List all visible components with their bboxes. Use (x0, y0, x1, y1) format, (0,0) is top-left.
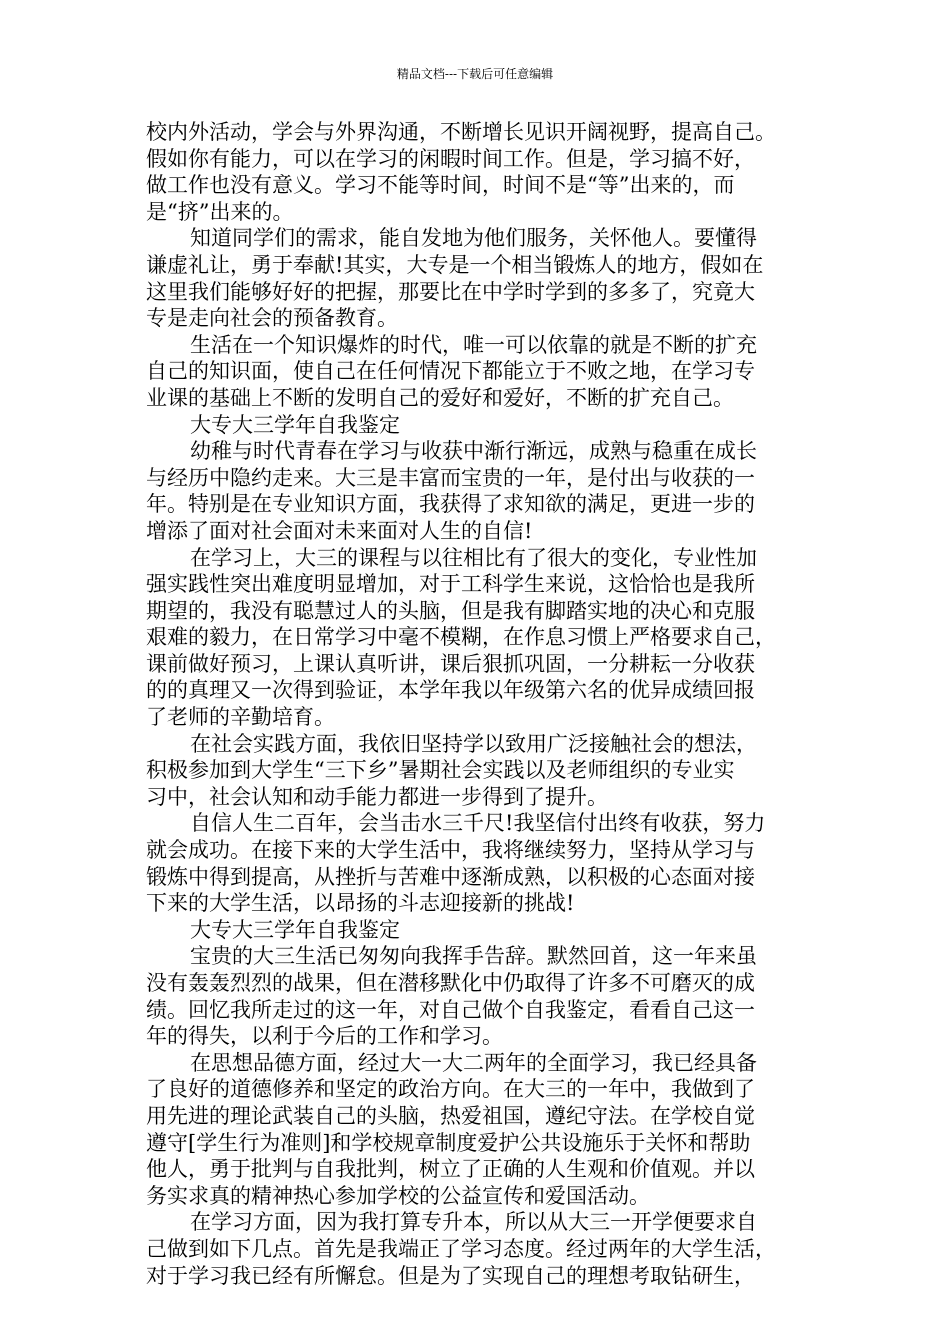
paragraph-start-line: 在学习上，大三的课程与以往相比有了很大的变化，专业性加 (190, 545, 757, 570)
text-line: 积极参加到大学生“三下乡”暑期社会实践以及老师组织的专业实 (146, 758, 735, 783)
section-heading: 大专大三学年自我鉴定 (190, 917, 400, 942)
text-line: 自己的知识面，使自己在任何情况下都能立于不败之地，在学习专 (146, 359, 755, 384)
text-line: 专是走向社会的预备教育。 (146, 306, 398, 331)
text-line: 这里我们能够好好的把握，那要比在中学时学到的多多了，究竟大 (146, 279, 755, 304)
document-body (146, 119, 812, 1289)
text-line: 期望的，我没有聪慧过人的头脑，但是我有脚踏实地的决心和克服 (146, 598, 755, 623)
text-line: 下来的大学生活，以昂扬的斗志迎接新的挑战! (146, 891, 575, 916)
paragraph-start-line: 在思想品德方面，经过大一大二两年的全面学习，我已经具备 (190, 1050, 757, 1075)
text-line: 谦虚礼让，勇于奉献!其实，大专是一个相当锻炼人的地方，假如在 (146, 252, 764, 277)
text-line: 对于学习我已经有所懈怠。但是为了实现自己的理想考取钻研生， (146, 1263, 755, 1288)
text-line: 是“挤”出来的。 (146, 199, 294, 224)
paragraph-start-line: 宝贵的大三生活已匆匆向我挥手告辞。默然回首，这一年来虽 (190, 944, 757, 969)
text-line: 习中，社会认知和动手能力都进一步得到了提升。 (146, 784, 608, 809)
text-line: 用先进的理论武装自己的头脑，热爱祖国，遵纪守法。在学校自觉 (146, 1103, 755, 1128)
text-line: 务实求真的精神热心参加学校的公益宣传和爱国活动。 (146, 1183, 650, 1208)
text-line: 艰难的毅力，在日常学习中毫不模糊，在作息习惯上严格要求自己， (146, 625, 776, 650)
text-line: 业课的基础上不断的发明自己的爱好和爱好，不断的扩充自己。 (146, 385, 734, 410)
text-line: 年。特别是在专业知识方面，我获得了求知欲的满足，更进一步的 (146, 492, 755, 517)
text-line: 锻炼中得到提高，从挫折与苦难中逐渐成熟，以积极的心态面对接 (146, 864, 755, 889)
section-heading: 大专大三学年自我鉴定 (190, 412, 400, 437)
paragraph-start-line: 自信人生二百年，会当击水三千尺!我坚信付出终有收获，努力 (190, 811, 766, 836)
text-line: 己做到如下几点。首先是我端正了学习态度。经过两年的大学生活， (146, 1236, 776, 1261)
text-line: 了良好的道德修养和坚定的政治方向。在大三的一年中，我做到了 (146, 1077, 755, 1102)
text-line: 校内外活动，学会与外界沟通，不断增长见识开阔视野，提高自己。 (146, 120, 776, 144)
text-line: 没有轰轰烈烈的战果，但在潜移默化中仍取得了许多不可磨灭的成 (146, 971, 755, 995)
paragraph-start-line: 生活在一个知识爆炸的时代，唯一可以依靠的就是不断的扩充 (190, 332, 757, 357)
text-line: 了老师的辛勤培育。 (146, 705, 335, 730)
paragraph-start-line: 知道同学们的需求，能自发地为他们服务，关怀他人。要懂得 (190, 226, 757, 251)
paragraph-start-line: 幼稚与时代青春在学习与收获中渐行渐远，成熟与稳重在成长 (190, 439, 757, 464)
paragraph-start-line: 在学习方面，因为我打算专升本，所以从大三一开学便要求自 (190, 1210, 757, 1235)
text-line: 就会成功。在接下来的大学生活中，我将继续努力，坚持从学习与 (146, 838, 755, 863)
text-line: 他人，勇于批判与自我批判，树立了正确的人生观和价值观。并以 (146, 1157, 755, 1182)
text-line: 假如你有能力，可以在学习的闲暇时间工作。但是，学习搞不好， (146, 146, 755, 171)
page-header: 精品文档---下载后可任意编辑 (396, 67, 554, 81)
text-line: 的的真理又一次得到验证，本学年我以年级第六名的优异成绩回报 (146, 678, 755, 703)
text-line: 与经历中隐约走来。大三是丰富而宝贵的一年，是付出与收获的一 (146, 465, 755, 490)
text-line: 强实践性突出难度明显增加，对于工科学生来说，这恰恰也是我所 (146, 572, 755, 597)
paragraph-start-line: 在社会实践方面，我依旧坚持学以致用广泛接触社会的想法， (190, 731, 757, 756)
text-line: 年的得失，以利于今后的工作和学习。 (146, 1024, 503, 1049)
text-line: 课前做好预习，上课认真听讲，课后狠抓巩固，一分耕耘一分收获 (146, 651, 755, 676)
text-line: 增添了面对社会面对未来面对人生的自信! (146, 518, 533, 543)
text-line: 做工作也没有意义。学习不能等时间，时间不是“等”出来的，而 (146, 173, 735, 198)
text-line: 绩。回忆我所走过的这一年，对自己做个自我鉴定，看看自己这一 (146, 997, 755, 1022)
text-line: 遵守[学生行为准则]和学校规章制度爱护公共设施乐于关怀和帮助 (146, 1130, 751, 1155)
